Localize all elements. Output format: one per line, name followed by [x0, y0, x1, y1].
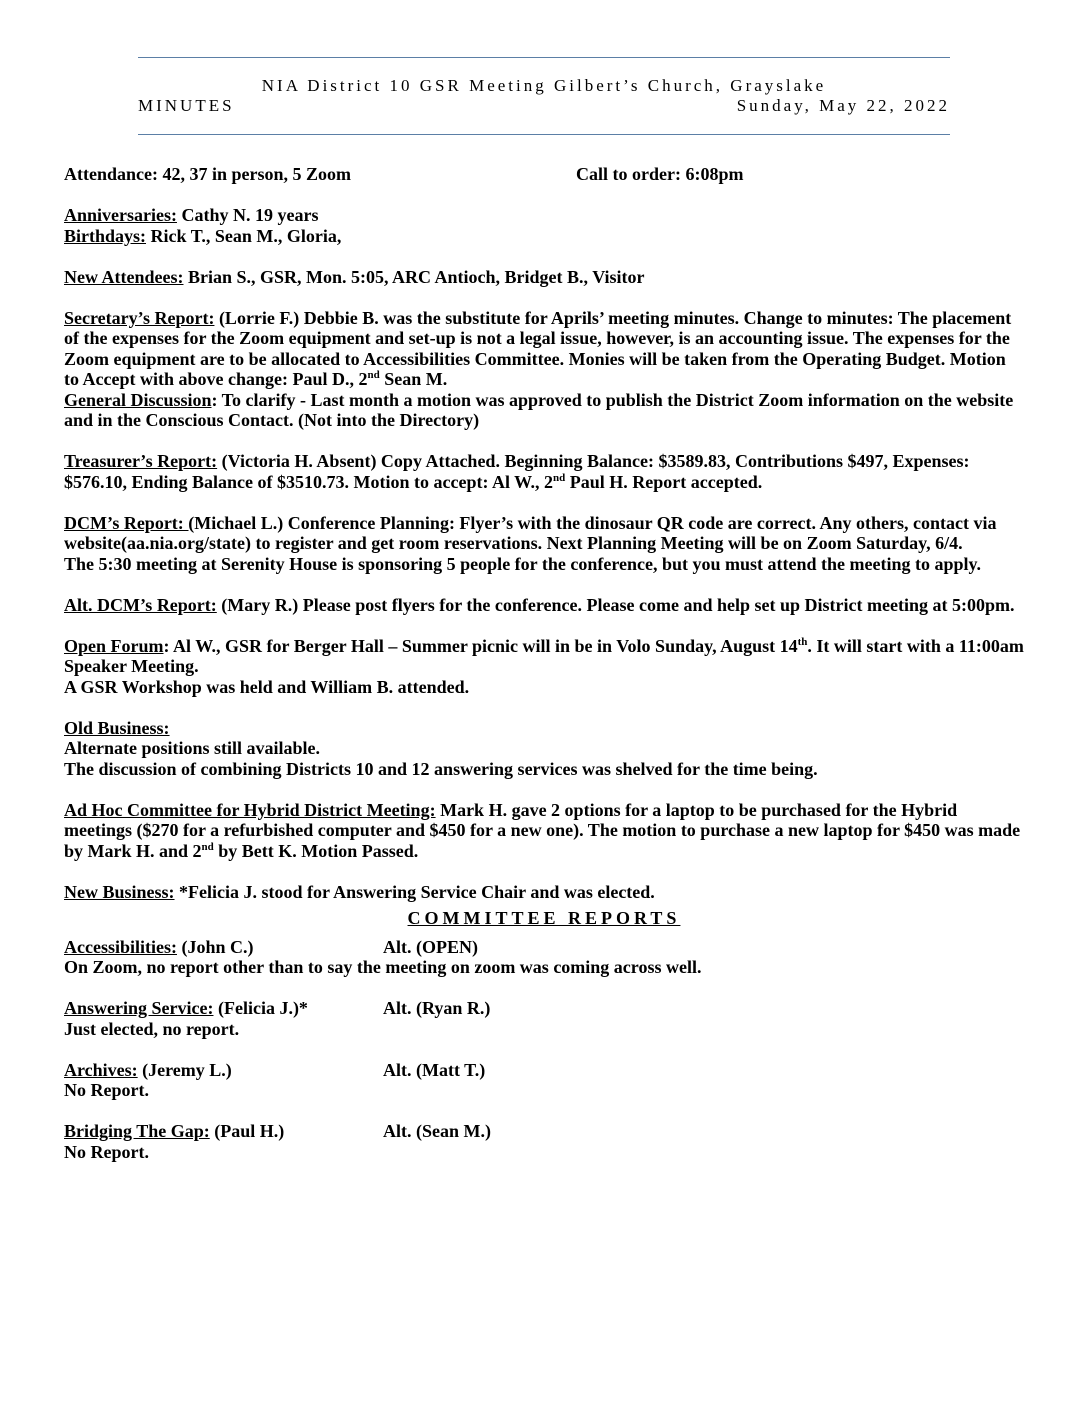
header-rule-top — [138, 57, 950, 58]
call-to-order: Call to order: 6:08pm — [576, 164, 744, 184]
secretary-report: Secretary’s Report: (Lorrie F.) Debbie B. was the substitute for Aprils’ meeting minutes. Change to minutes: The placement of the expenses for the Zoom equipment and set-up is not a legal issue, however, is an accounting issue. The expenses for the Zoom equipment are to be allocated to Accessibilities Committee. Monies will be taken from the Operating Budget. Motion to Accept with above change: Paul D., 2nd Sean M. — [64, 307, 1012, 389]
new-attendees: New Attendees: Brian S., GSR, Mon. 5:05, ARC Antioch, Bridget B., Visitor — [64, 266, 645, 287]
anniversaries: Anniversaries: Cathy N. 19 years — [64, 205, 319, 225]
attendance: Attendance: 42, 37 in person, 5 Zoom — [64, 164, 351, 184]
old-business-line2: The discussion of combining Districts 10 and 12 answering services was shelved for the time being. — [64, 758, 818, 779]
minutes-body — [64, 164, 1024, 1162]
meeting-title: NIA District 10 GSR Meeting Gilbert’s Church, Grayslake — [261, 76, 827, 95]
general-discussion: General Discussion: To clarify - Last month a motion was approved to publish the District Zoom information on the website and in the Conscious Contact. (Not into the Directory) — [64, 389, 1014, 430]
ad-hoc-committee: Ad Hoc Committee for Hybrid District Meeting: Mark H. gave 2 options for a laptop to be purchased for the Hybrid meetings ($270 for a refurbished computer and $450 for a new one). The motion to purchase a new laptop for $450 was made by Mark H. and 2nd by Bett K. Motion Passed. — [64, 799, 1021, 861]
new-business: New Business: *Felicia J. stood for Answering Service Chair and was elected. — [64, 881, 655, 902]
attendance-row — [64, 164, 1024, 185]
old-business-label: Old Business: — [64, 717, 170, 738]
committee-reports-title: COMMITTEE REPORTS — [407, 908, 681, 928]
old-business-line1: Alternate positions still available. — [64, 738, 320, 758]
alt-dcm-report: Alt. DCM’s Report: (Mary R.) Please post flyers for the conference. Please come and help set up District meeting at 5:00pm. — [64, 594, 1015, 615]
dcm-report-line2: The 5:30 meeting at Serenity House is sponsoring 5 people for the conference, but you must attend the meeting to apply. — [64, 553, 981, 574]
header-rule-bottom — [138, 134, 950, 135]
meeting-date: Sunday, May 22, 2022 — [736, 96, 950, 115]
committee-archives: Archives: (Jeremy L.) Alt. (Matt T.) No Report. — [64, 1059, 486, 1100]
committee-answering-service: Answering Service: (Felicia J.)* Alt. (Ryan R.) Just elected, no report. — [64, 998, 491, 1039]
committee-bridging-the-gap: Bridging The Gap: (Paul H.) Alt. (Sean M.) No Report. — [64, 1121, 491, 1162]
header-line2 — [138, 96, 950, 116]
committee-accessibilities: Accessibilities: (John C.) Alt. (OPEN) On Zoom, no report other than to say the meeting on zoom was coming across well. — [64, 936, 702, 977]
dcm-report: DCM’s Report: (Michael L.) Conference Planning: Flyer’s with the dinosaur QR code are correct. Any others, contact via website(aa.nia.org/state) to register and get room reservations. Next Planning Meeting will be on Zoom Saturday, 6/4. — [64, 512, 997, 553]
birthdays: Birthdays: Rick T., Sean M., Gloria, — [64, 225, 342, 246]
open-forum-line2: A GSR Workshop was held and William B. attended. — [64, 676, 470, 697]
minutes-label: MINUTES — [138, 96, 235, 115]
treasurer-report: Treasurer’s Report: (Victoria H. Absent) Copy Attached. Beginning Balance: $3589.83, Contributions $497, Expenses: $576.10, Ending Balance of $3510.73. Motion to accept: Al W., 2nd Paul H. Report accepted. — [64, 451, 970, 492]
open-forum: Open Forum: Al W., GSR for Berger Hall – Summer picnic will in be in Volo Sunday, August 14th. It will start with a 11:00am Speaker Meeting. — [64, 635, 1024, 676]
